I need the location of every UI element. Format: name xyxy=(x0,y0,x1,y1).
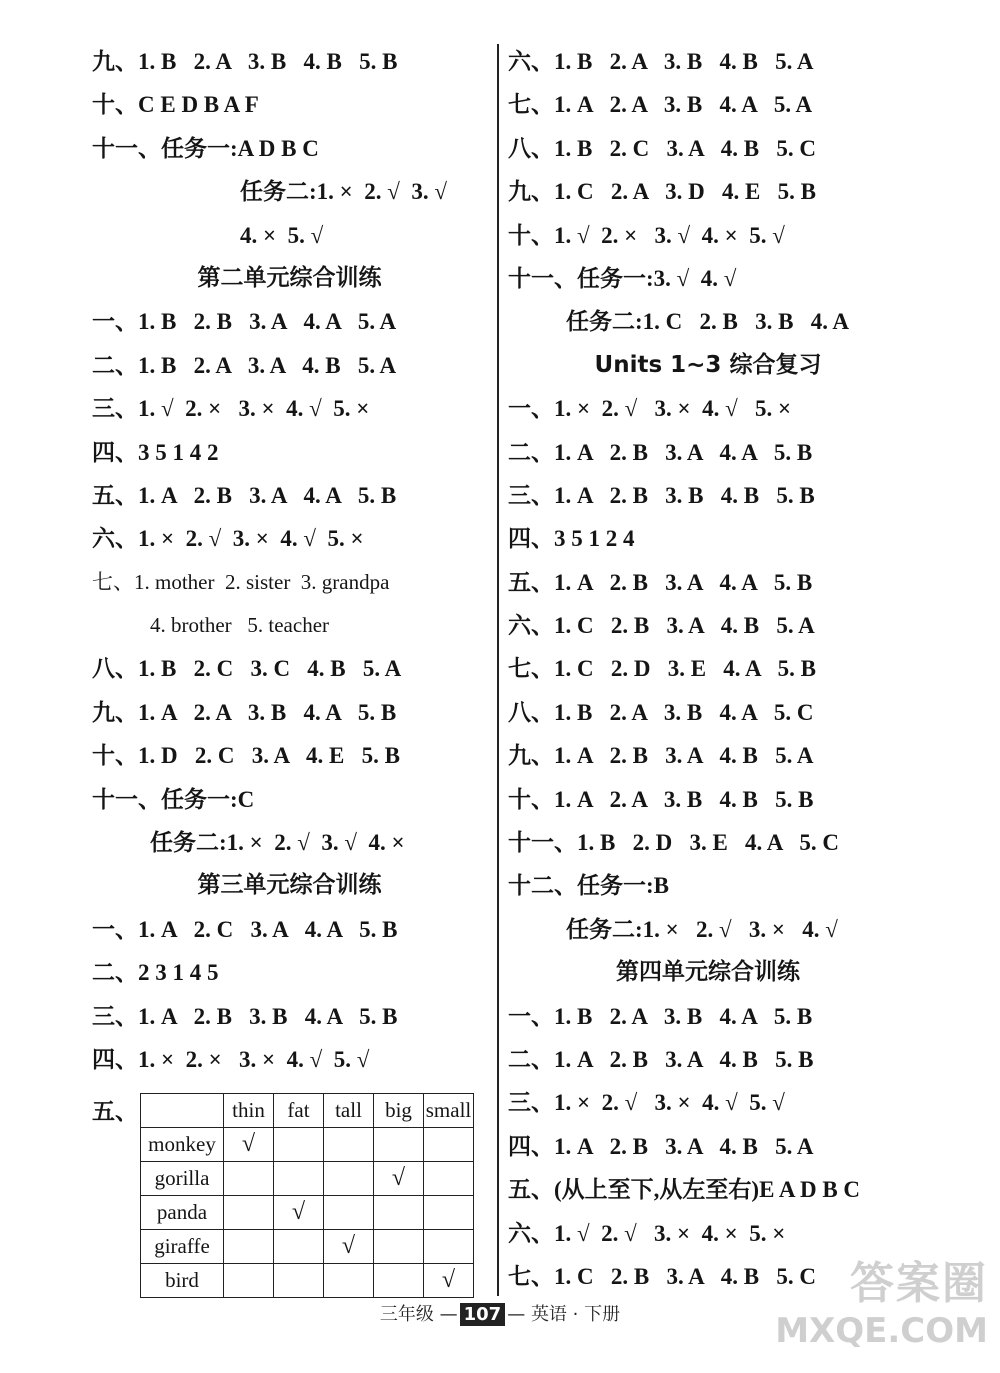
answer-line: 六、1. C 2. B 3. A 4. B 5. A xyxy=(508,613,815,639)
table-check-cell xyxy=(424,1128,474,1162)
answer-line: 八、1. B 2. A 3. B 4. A 5. C xyxy=(508,699,814,725)
table-check-cell xyxy=(274,1162,324,1196)
adjective-table-block xyxy=(92,1081,487,1311)
answer-line: 四、3 5 1 4 2 xyxy=(92,439,219,465)
table-row-label: gorilla xyxy=(141,1162,224,1196)
answer-line: 九、1. B 2. A 3. B 4. B 5. B xyxy=(92,49,398,74)
answer-line: 十、1. √ 2. × 3. √ 4. × 5. √ xyxy=(508,222,785,248)
watermark xyxy=(775,1247,988,1351)
section-heading: 第二单元综合训练 xyxy=(197,264,382,291)
table-check-cell: √ xyxy=(424,1264,474,1298)
answer-line: 八、1. B 2. C 3. C 4. B 5. A xyxy=(92,656,402,682)
answer-line: 一、1. B 2. A 3. B 4. A 5. B xyxy=(508,1003,813,1029)
answer-line: 十二、任务一:B xyxy=(508,873,669,899)
table-check-cell xyxy=(274,1128,324,1162)
table-row-label: bird xyxy=(141,1264,224,1298)
table-check-cell: √ xyxy=(324,1230,374,1264)
answer-line: 七、1. mother 2. sister 3. grandpa xyxy=(92,569,390,594)
answer-line: 十、C E D B A F xyxy=(92,92,259,118)
answer-line: 四、1. × 2. × 3. × 4. √ 5. √ xyxy=(92,1046,370,1072)
table-check-cell: √ xyxy=(274,1196,324,1230)
table-check-cell: √ xyxy=(224,1128,274,1162)
answer-line: 六、1. × 2. √ 3. × 4. √ 5. × xyxy=(92,526,364,552)
table-check-cell xyxy=(324,1162,374,1196)
answer-line: 六、1. B 2. A 3. B 4. B 5. A xyxy=(508,49,814,74)
answer-line: 十、1. D 2. C 3. A 4. E 5. B xyxy=(92,743,400,769)
table-check-cell xyxy=(224,1230,274,1264)
table-check-cell xyxy=(224,1264,274,1298)
right-column xyxy=(508,40,908,1298)
table-check-cell xyxy=(324,1196,374,1230)
table-row-label: giraffe xyxy=(141,1230,224,1264)
answer-line: 十一、任务一:C xyxy=(92,786,255,812)
answer-line: 二、1. B 2. A 3. A 4. B 5. A xyxy=(92,352,397,378)
answer-line: 三、1. √ 2. × 3. × 4. √ 5. × xyxy=(92,396,370,422)
table-check-cell xyxy=(374,1196,424,1230)
answer-line: 五、1. A 2. B 3. A 4. A 5. B xyxy=(508,569,813,595)
table-header-cell: thin xyxy=(224,1094,274,1128)
table-corner-cell xyxy=(141,1094,224,1128)
table-check-cell xyxy=(374,1128,424,1162)
table-check-cell xyxy=(374,1230,424,1264)
answer-line: 一、1. B 2. B 3. A 4. A 5. A xyxy=(92,309,397,335)
column-divider xyxy=(497,44,499,1296)
table-header-cell: tall xyxy=(324,1094,374,1128)
table-check-cell xyxy=(424,1196,474,1230)
footer-grade: 三年级 xyxy=(379,1304,434,1325)
section-heading: 第四单元综合训练 xyxy=(616,959,800,986)
answer-line: 八、1. B 2. C 3. A 4. B 5. C xyxy=(508,135,816,161)
table-header-cell: small xyxy=(424,1094,474,1128)
footer-subject: 英语 · 下册 xyxy=(530,1304,621,1325)
table-check-cell xyxy=(274,1230,324,1264)
table-check-cell xyxy=(374,1264,424,1298)
answer-line: 七、1. C 2. B 3. A 4. B 5. C xyxy=(508,1263,816,1289)
section-heading: Units 1~3 综合复习 xyxy=(594,351,822,378)
page-footer: 三年级 — 107 — 英语 · 下册 xyxy=(379,1304,621,1325)
answer-line: 任务二:1. × 2. √ 3. × 4. √ xyxy=(566,916,838,942)
answer-line: 二、1. A 2. B 3. A 4. A 5. B xyxy=(508,439,813,465)
answer-line: 一、1. A 2. C 3. A 4. A 5. B xyxy=(92,916,398,942)
watermark-url: MXQE.COM xyxy=(775,1311,988,1351)
answer-line: 二、1. A 2. B 3. A 4. B 5. B xyxy=(508,1046,814,1072)
answer-line: 三、1. × 2. √ 3. × 4. √ 5. √ xyxy=(508,1090,785,1116)
answer-line: 三、1. A 2. B 3. B 4. A 5. B xyxy=(92,1003,398,1029)
answer-line: 十、1. A 2. A 3. B 4. B 5. B xyxy=(508,786,814,812)
table-check-cell xyxy=(224,1162,274,1196)
table-header-cell: big xyxy=(374,1094,424,1128)
table-question-number: 五、 xyxy=(92,1099,138,1125)
answer-line: 十一、任务一:A D B C xyxy=(92,135,319,161)
table-check-cell xyxy=(324,1264,374,1298)
table-check-cell xyxy=(324,1128,374,1162)
adjective-table xyxy=(140,1093,474,1298)
table-row xyxy=(141,1196,474,1230)
answer-line: 六、1. √ 2. √ 3. × 4. × 5. × xyxy=(508,1220,786,1246)
answer-line: 五、(从上至下,从左至右)E A D B C xyxy=(508,1177,861,1203)
answer-line: 任务二:1. C 2. B 3. B 4. A xyxy=(566,309,850,335)
answer-line: 七、1. C 2. D 3. E 4. A 5. B xyxy=(508,656,816,682)
table-row xyxy=(141,1128,474,1162)
answer-line: 四、3 5 1 2 4 xyxy=(508,526,635,552)
section-heading: 第三单元综合训练 xyxy=(197,872,382,899)
answer-line: 九、1. A 2. B 3. A 4. B 5. A xyxy=(508,743,814,769)
answer-line: 九、1. A 2. A 3. B 4. A 5. B xyxy=(92,699,397,725)
table-row-label: panda xyxy=(141,1196,224,1230)
answer-line: 4. × 5. √ xyxy=(240,222,324,248)
table-check-cell xyxy=(424,1162,474,1196)
table-check-cell: √ xyxy=(374,1162,424,1196)
answer-line: 二、2 3 1 4 5 xyxy=(92,960,219,986)
table-header-cell: fat xyxy=(274,1094,324,1128)
table-row xyxy=(141,1230,474,1264)
table-row xyxy=(141,1162,474,1196)
answer-line: 七、1. A 2. A 3. B 4. A 5. A xyxy=(508,92,813,118)
answer-line: 4. brother 5. teacher xyxy=(150,613,330,638)
answer-line: 任务二:1. × 2. √ 3. √ 4. × xyxy=(150,830,405,856)
answer-line: 四、1. A 2. B 3. A 4. B 5. A xyxy=(508,1133,814,1159)
answer-line: 十一、1. B 2. D 3. E 4. A 5. C xyxy=(508,830,839,856)
answer-line: 十一、任务一:3. √ 4. √ xyxy=(508,265,737,291)
answer-line: 一、1. × 2. √ 3. × 4. √ 5. × xyxy=(508,396,792,422)
answer-line: 任务二:1. × 2. √ 3. √ xyxy=(240,179,448,205)
table-check-cell xyxy=(274,1264,324,1298)
page-number: 107 xyxy=(460,1303,506,1326)
table-row-label: monkey xyxy=(141,1128,224,1162)
table-check-cell xyxy=(424,1230,474,1264)
table-row xyxy=(141,1264,474,1298)
answer-line: 九、1. C 2. A 3. D 4. E 5. B xyxy=(508,179,816,205)
answer-line: 五、1. A 2. B 3. A 4. A 5. B xyxy=(92,482,397,508)
table-check-cell xyxy=(224,1196,274,1230)
watermark-logo: 答案圈 xyxy=(850,1258,988,1309)
answer-line: 三、1. A 2. B 3. B 4. B 5. B xyxy=(508,482,815,508)
left-column xyxy=(92,40,487,1311)
